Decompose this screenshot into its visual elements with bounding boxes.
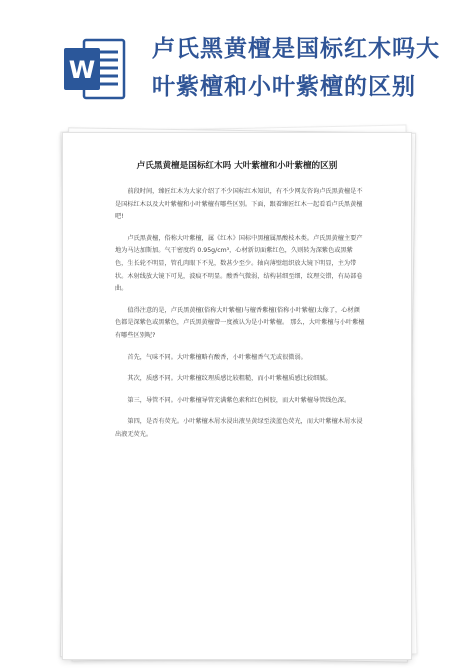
paragraph-description: 卢氏黑黄檀，俗称大叶紫檀，属《红木》国标中黑檀属黑酸枝木类。卢氏黑黄檀主要产地为马达加斯加。气干密度约 0.95g/cm³，心材新切面紫红色，久则转为深紫色或黑紫色，生长轮不明显，管孔肉眼下不见，数甚少至少。轴向薄壁组织放大镜下明显，主为带状。木射线放大镜下可见，波痕不明显。酸香气微弱，结构甚细至细，纹理交错，有局部卷曲。 (115, 234, 363, 293)
paragraph-fluorescence: 第四，是否有荧光。小叶紫檀木屑水浸出液呈黄绿至淡蓝色荧光，而大叶紫檀木屑水浸出液无荧光。 (115, 418, 363, 438)
paragraph-intro: 前段时间，臻匠红木为大家介绍了不少国标红木知识，有不少网友咨询卢氏黑黄檀是不是国标红木以及大叶紫檀和小叶紫檀有哪些区别。下面，跟着臻匠红木一起看看卢氏黑黄檀吧! (115, 188, 363, 221)
word-doc-icon (62, 36, 128, 102)
document-preview (60, 128, 414, 660)
banner-title: 卢氏黑黄檀是国标红木吗大叶紫檀和小叶紫檀的区别 (152, 36, 440, 100)
paragraph-comparison: 值得注意的是，卢氏黑黄檀(俗称大叶紫檀)与檀香紫檀(俗称小叶紫檀)太像了，心材颜色都是深紫色或黑紫色，卢氏黑黄檀曾一度被认为是小叶紫檀。 那么，大叶紫檀与小叶紫檀有哪些区别呢? (115, 306, 365, 339)
paragraph-texture: 其次，质感不同。大叶紫檀纹理质感比较粗糙，而小叶紫檀质感比较细腻。 (127, 375, 332, 383)
header-banner (0, 0, 474, 122)
document-body (115, 186, 365, 451)
document-title: 卢氏黑黄檀是国标红木吗 大叶紫檀和小叶紫檀的区别 (136, 161, 338, 171)
paragraph-smell: 首先，气味不同。大叶紫檀略有酸香，小叶紫檀香气无或很微弱。 (127, 353, 307, 361)
document-page (62, 132, 412, 660)
paragraph-vessels: 第三，导管不同。小叶紫檀导管充满紫色素和红色树胶，而大叶紫檀导管线色深。 (127, 396, 351, 404)
svg-text:W: W (68, 56, 96, 84)
